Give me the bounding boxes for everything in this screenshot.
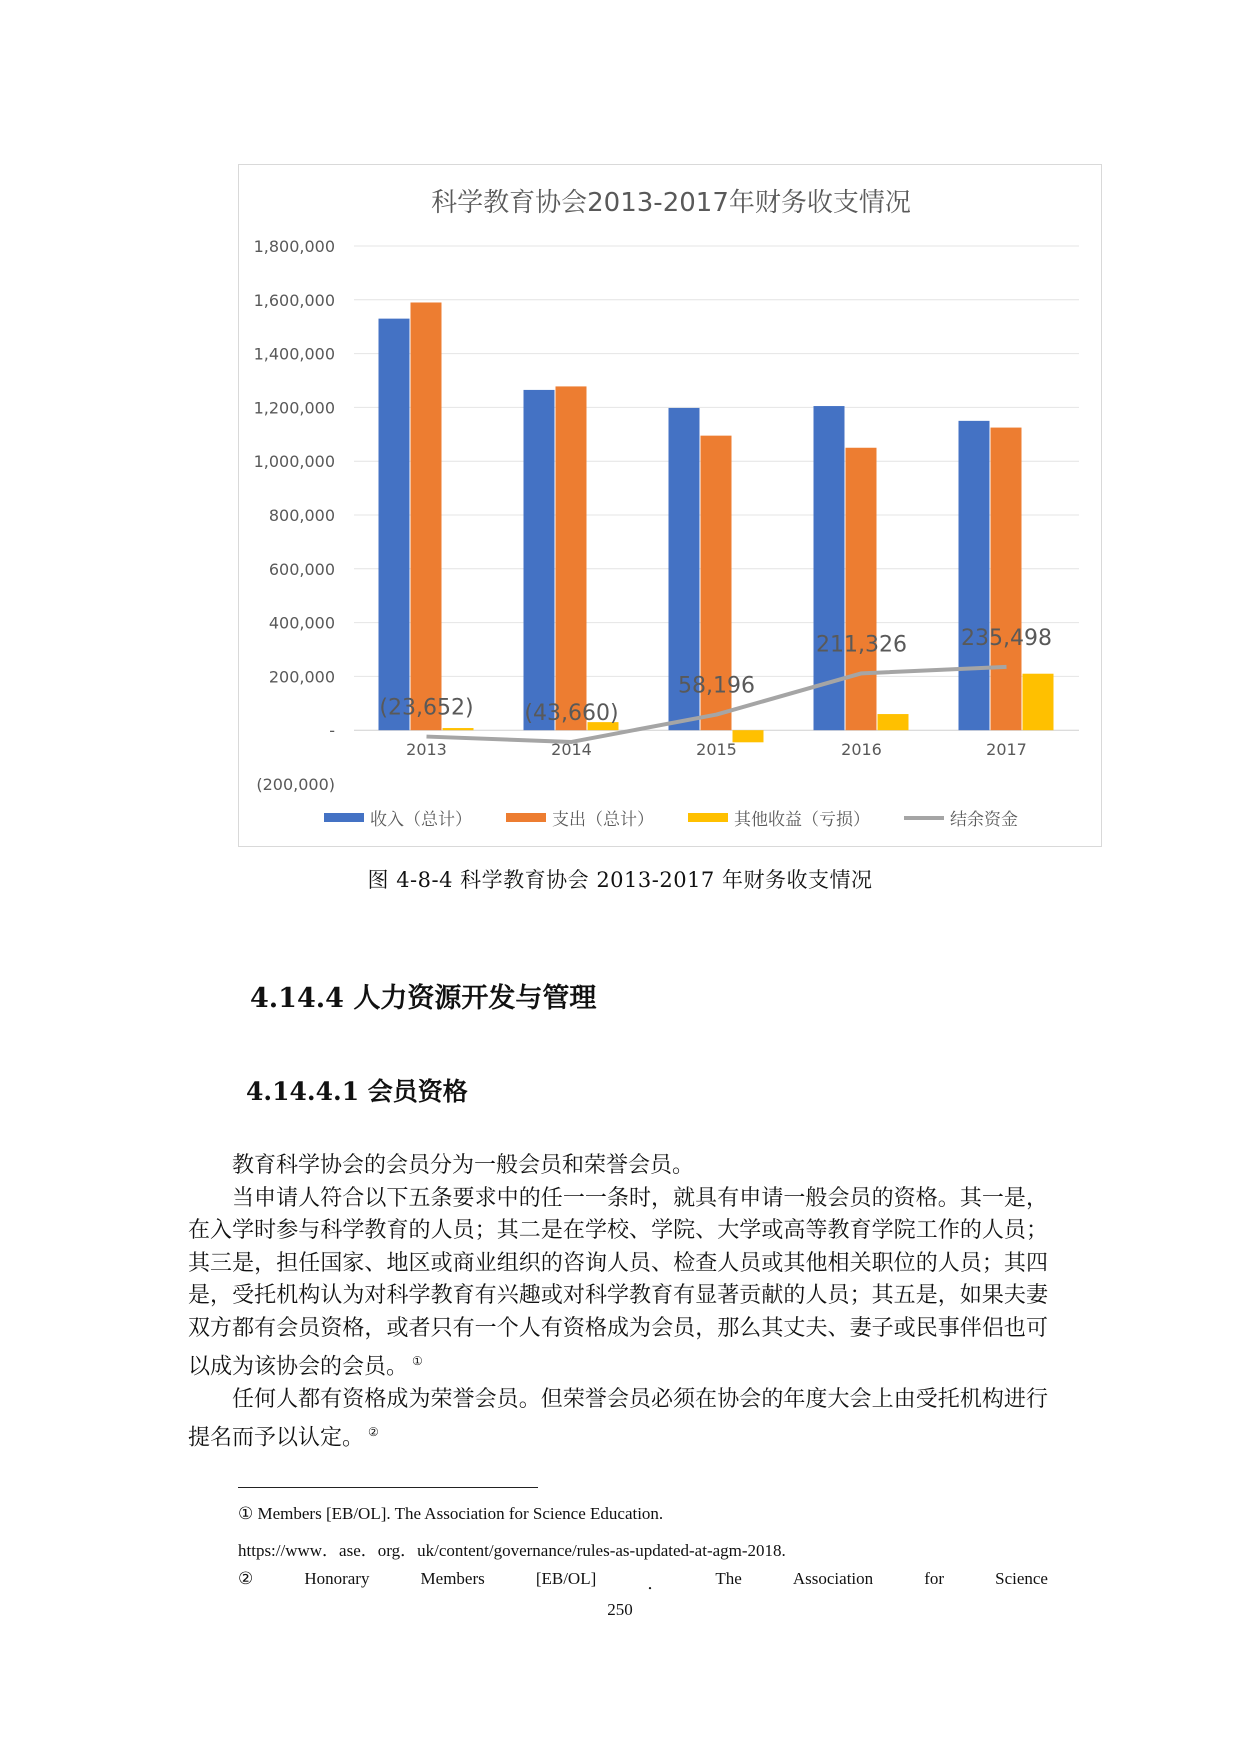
footnote-1-line-1: ① Members [EB/OL]. The Association for Science Education. (238, 1504, 664, 1523)
footnote-ref-1[interactable]: ① (412, 1354, 423, 1368)
balance-data-label: 58,196 (678, 673, 755, 699)
footnote-ref-2[interactable]: ② (368, 1425, 379, 1440)
legend-item-expense (506, 805, 654, 830)
chart-title: 科学教育协会2013-2017年财务收支情况 (431, 188, 911, 218)
paragraph-3-text: 任何人都有资格成为荣誉会员。但荣誉会员必须在协会的年度大会上由受托机构进行提名而予以认定。 (188, 1386, 1048, 1451)
paragraph-1: 教育科学协会的会员分为一般会员和荣誉会员。 (232, 1153, 695, 1178)
figure-caption: 图 4-8-4 科学教育协会 2013-2017 年财务收支情况 (367, 868, 873, 892)
legend-swatch-income (324, 813, 364, 822)
footnote-2-part: for (924, 1569, 945, 1588)
balance-data-label: 235,498 (961, 625, 1052, 651)
footnote-2-part: [EB/OL] (535, 1569, 597, 1588)
footnote-divider (238, 1487, 538, 1488)
footnote-2-part: ② (238, 1569, 254, 1588)
bar-收入（总计） (524, 390, 555, 730)
y-tick-label: 200,000 (268, 667, 335, 687)
bar-其他收益（亏损） (443, 728, 474, 730)
footnote-2-part: Honorary (304, 1569, 370, 1588)
bar-其他收益（亏损） (1023, 674, 1054, 730)
footnote-2 (238, 1569, 1048, 1594)
bar-其他收益（亏损） (878, 714, 909, 730)
legend-item-income (324, 805, 472, 830)
bar-支出（总计） (846, 448, 877, 730)
y-tick-label: (200,000) (256, 775, 335, 794)
y-tick-label: 1,600,000 (253, 290, 335, 310)
bar-收入（总计） (379, 319, 410, 731)
legend-label-income: 收入（总计） (370, 810, 472, 830)
paragraph-3 (188, 1384, 1048, 1455)
page-number: 250 (607, 1600, 633, 1619)
x-tick-label: 2016 (841, 740, 882, 760)
x-tick-label: 2015 (696, 740, 737, 760)
legend-label-balance: 结余资金 (950, 810, 1018, 830)
y-tick-label: 1,200,000 (253, 398, 335, 418)
bar-支出（总计） (556, 386, 587, 730)
y-tick-label: 400,000 (268, 613, 335, 633)
y-tick-label: 800,000 (268, 506, 335, 525)
balance-data-label: 211,326 (816, 632, 907, 658)
legend-item-balance (904, 805, 1018, 830)
balance-data-label: (43,660) (524, 700, 619, 726)
x-tick-label: 2017 (986, 740, 1027, 760)
balance-data-label: (23,652) (379, 695, 474, 721)
bar-其他收益（亏损） (733, 730, 764, 742)
x-tick-label: 2014 (551, 740, 592, 760)
legend-swatch-other (688, 813, 728, 822)
chart-container (238, 164, 1102, 847)
footnote-1-line-2[interactable]: https://www．ase．org．uk/content/governance/rules-as-updated-at-agm-2018. (238, 1541, 786, 1560)
legend-swatch-expense (506, 813, 546, 822)
bar-收入（总计） (959, 421, 990, 730)
chart-svg (239, 165, 1103, 848)
legend-label-other: 其他收益（亏损） (734, 810, 870, 830)
legend-item-other (688, 805, 870, 830)
footnote-2-part: Association (792, 1569, 874, 1588)
body-text (188, 1150, 1048, 1455)
subsection-heading: 4.14.4.1 会员资格 (246, 1077, 468, 1106)
y-tick-label: - (329, 721, 335, 741)
paragraph-2 (188, 1183, 1048, 1384)
bar-支出（总计） (411, 302, 442, 730)
bar-支出（总计） (991, 428, 1022, 731)
legend-label-expense: 支出（总计） (552, 810, 654, 830)
footnote-2-part: Science (995, 1569, 1048, 1588)
paragraph-2-text: 当申请人符合以下五条要求中的任一一条时，就具有申请一般会员的资格。其一是，在入学时参与科学教育的人员；其二是在学校、学院、大学或高等教育学院工作的人员；其三是，担任国家、地区或商业组织的咨询人员、检查人员或其他相关职位的人员；其四是，受托机构认为对科学教育有兴趣或对科学教育有显著贡献的人员；其五是，如果夫妻双方都有会员资格，或者只有一个人有资格成为会员，那么其丈夫、妻子或民事伴侣也可以成为该协会的会员。 (188, 1185, 1048, 1380)
y-tick-label: 1,000,000 (253, 452, 335, 472)
y-tick-label: 1,800,000 (253, 237, 335, 256)
y-tick-label: 1,400,000 (253, 344, 335, 364)
footnote-2-part: Members (420, 1569, 485, 1588)
legend-swatch-balance (904, 816, 944, 820)
footnote-2-part: The (715, 1569, 742, 1588)
section-heading: 4.14.4 人力资源开发与管理 (250, 983, 597, 1014)
footnote-2-part: ． (647, 1574, 665, 1593)
y-tick-label: 600,000 (268, 559, 335, 579)
x-tick-label: 2013 (406, 740, 447, 760)
chart-legend (239, 805, 1103, 830)
